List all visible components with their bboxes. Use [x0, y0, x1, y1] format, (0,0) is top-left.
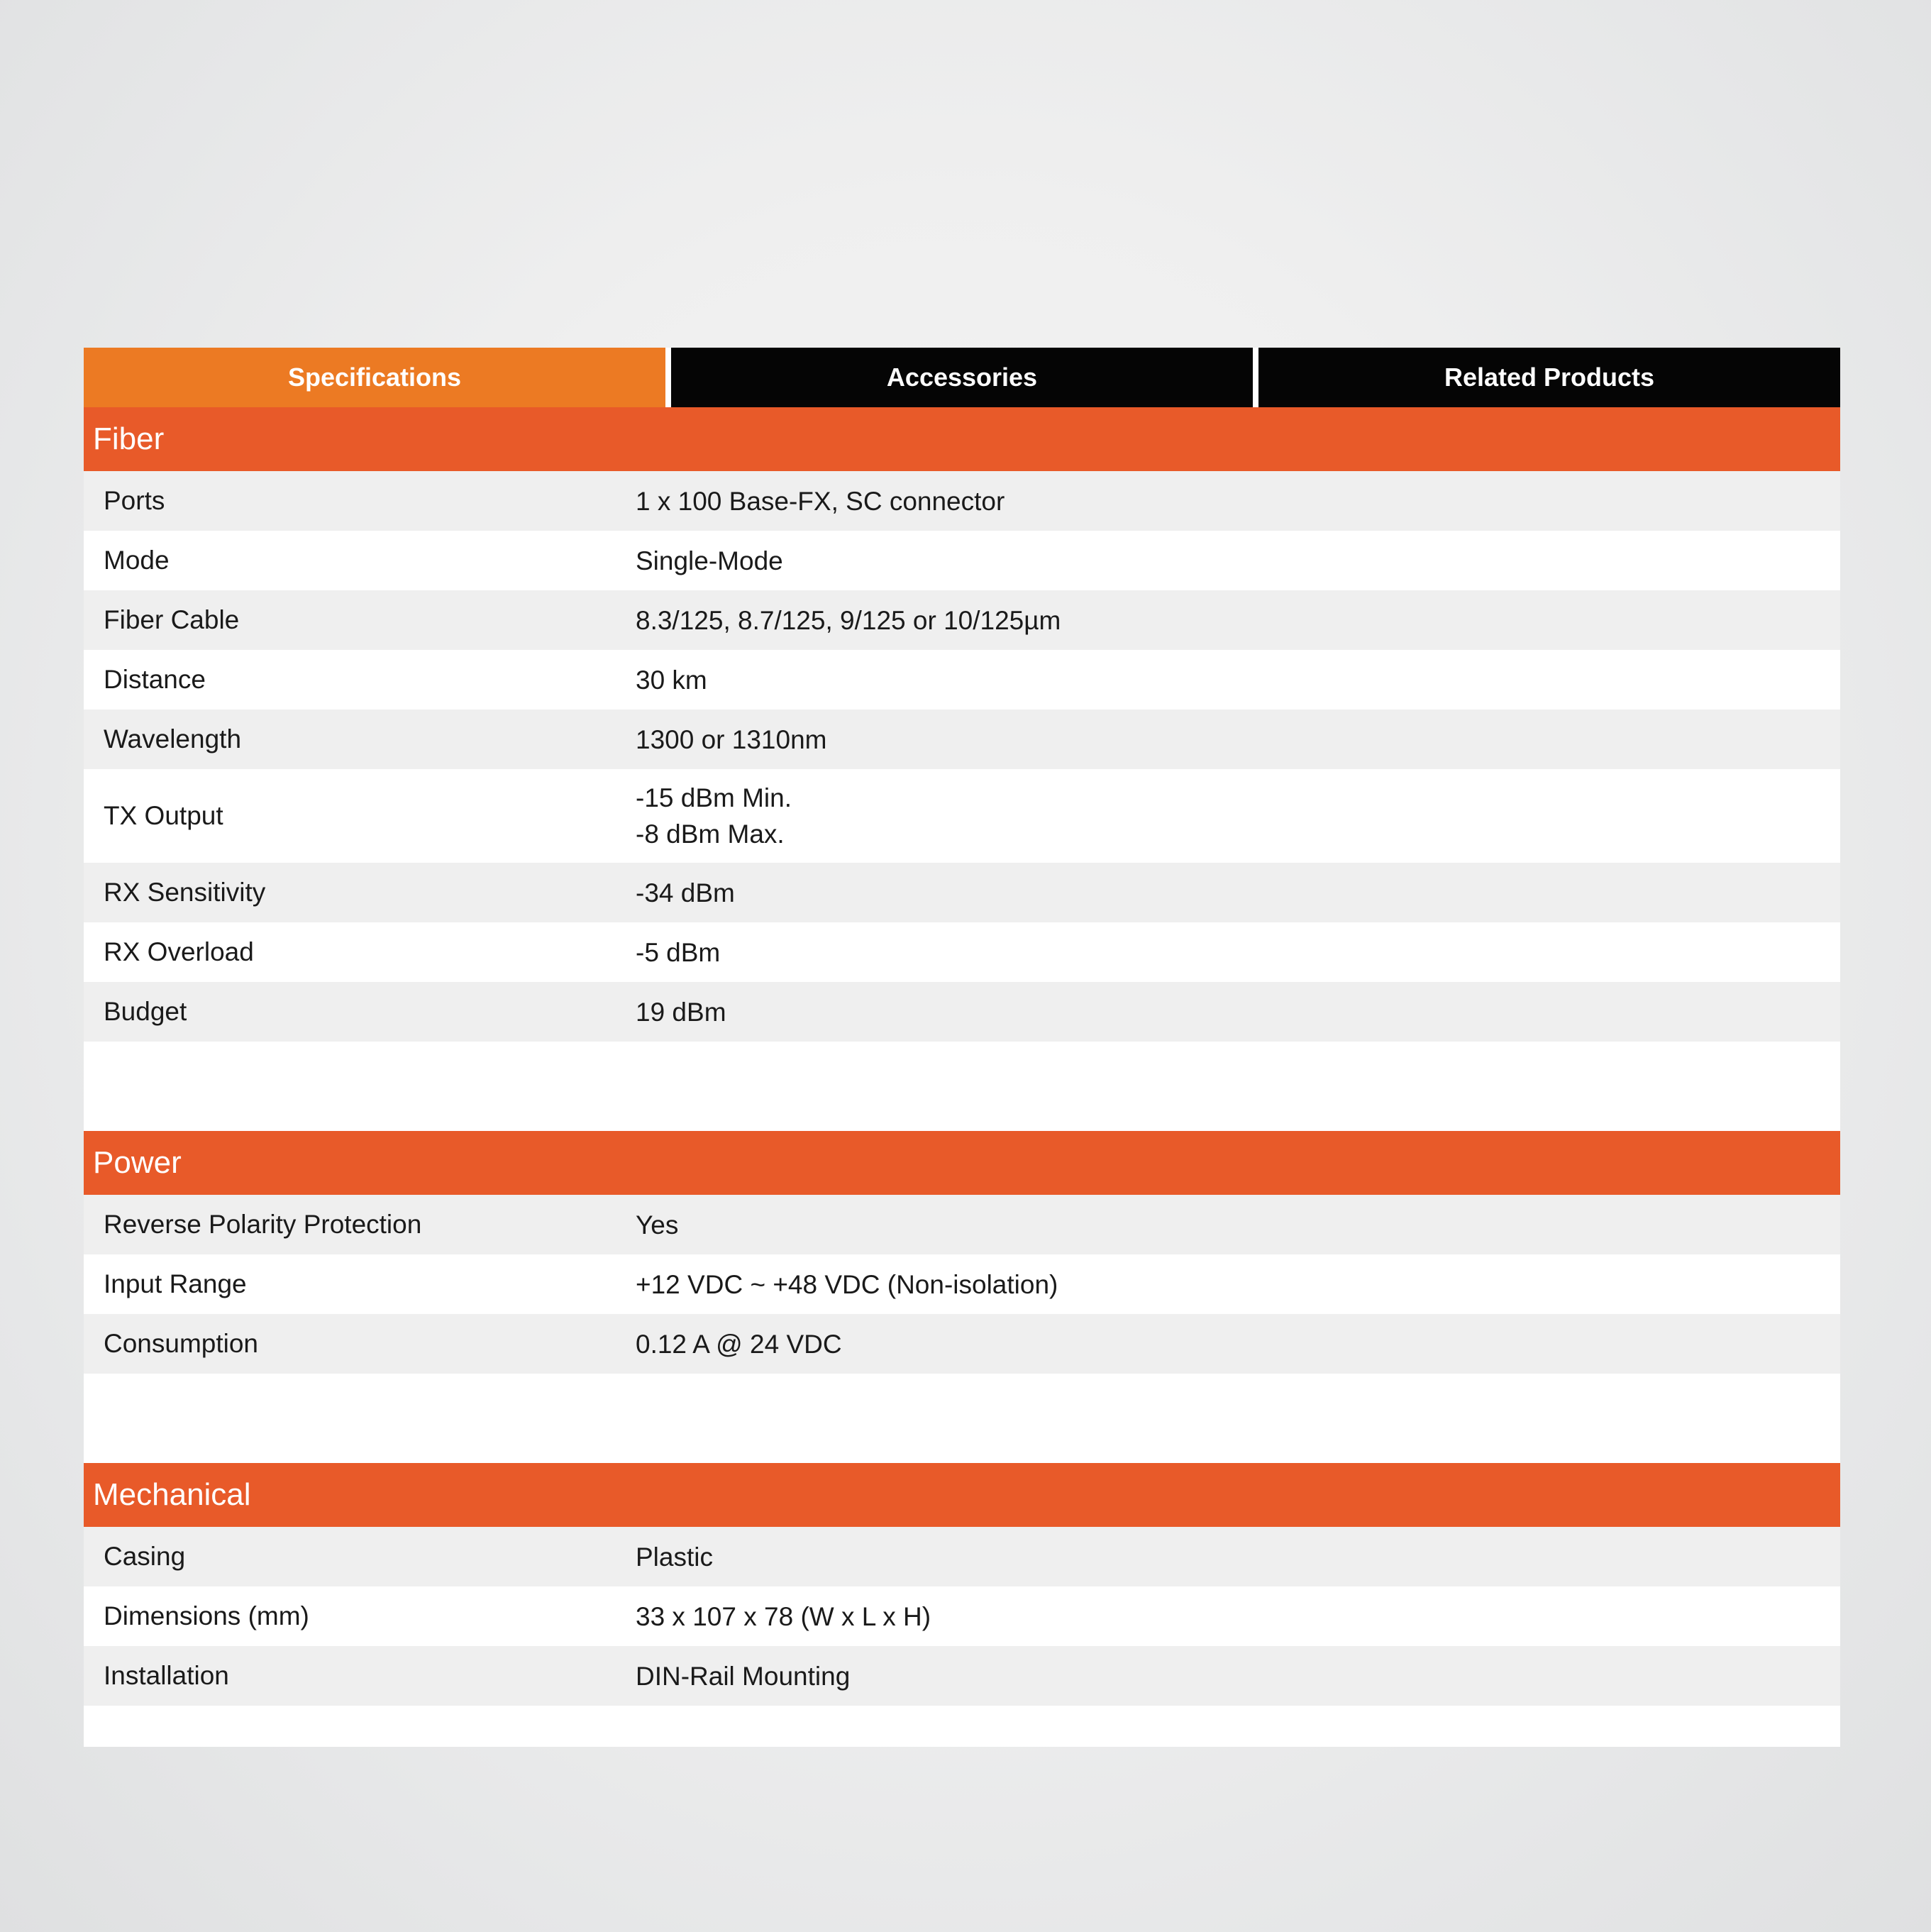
spec-value: -34 dBm: [636, 878, 735, 907]
spec-row: [84, 1527, 1840, 1586]
spec-row: [84, 769, 1840, 863]
spec-row: [84, 982, 1840, 1042]
spec-label: Mode: [104, 546, 170, 575]
spec-label: Dimensions (mm): [104, 1601, 309, 1630]
spec-value: -5 dBm: [636, 937, 721, 967]
section-spacer: [84, 1042, 1840, 1131]
section-header-mechanical: Mechanical: [84, 1463, 1840, 1527]
spec-row: [84, 922, 1840, 982]
spec-panel: [84, 348, 1840, 1691]
section-header-power: Power: [84, 1131, 1840, 1195]
spec-label: Casing: [104, 1542, 186, 1571]
spec-row: [84, 1586, 1840, 1646]
spec-label: Budget: [104, 997, 187, 1026]
spec-row: [84, 1195, 1840, 1254]
spec-label: Consumption: [104, 1329, 259, 1358]
spec-value: Yes: [636, 1210, 679, 1240]
spec-row: [84, 1646, 1840, 1706]
section-body-mechanical: [84, 1527, 1840, 1706]
section-body-fiber: [84, 471, 1840, 1042]
spec-row: [84, 531, 1840, 590]
spec-label: Input Range: [104, 1269, 247, 1298]
spec-value: 19 dBm: [636, 997, 726, 1027]
spec-label: Ports: [104, 486, 165, 515]
spec-label: Reverse Polarity Protection: [104, 1210, 422, 1239]
spec-row: [84, 650, 1840, 710]
spec-value: 30 km: [636, 665, 707, 695]
section-spacer: [84, 1706, 1840, 1747]
spec-row: [84, 471, 1840, 531]
tab-bar: [84, 348, 1840, 407]
spec-value-line: -8 dBm Max.: [636, 819, 785, 849]
spec-row: [84, 863, 1840, 922]
spec-value-line: -15 dBm Min.: [636, 783, 792, 812]
spec-value: 1 x 100 Base-FX, SC connector: [636, 486, 1005, 516]
section-header-fiber: Fiber: [84, 407, 1840, 471]
spec-value: [636, 780, 1840, 852]
spec-label: Distance: [104, 665, 206, 694]
spec-label: Fiber Cable: [104, 605, 240, 634]
spec-value: DIN-Rail Mounting: [636, 1661, 851, 1691]
spec-value: Plastic: [636, 1542, 713, 1572]
tab-specifications[interactable]: Specifications: [84, 348, 665, 407]
spec-value: +12 VDC ~ +48 VDC (Non-isolation): [636, 1269, 1058, 1299]
spec-value: 1300 or 1310nm: [636, 724, 827, 754]
spec-value: 8.3/125, 8.7/125, 9/125 or 10/125µm: [636, 605, 1061, 635]
spec-row: [84, 1254, 1840, 1314]
section-spacer: [84, 1374, 1840, 1463]
tab-accessories[interactable]: Accessories: [671, 348, 1253, 407]
tab-related-products[interactable]: Related Products: [1258, 348, 1840, 407]
spec-value: 0.12 A @ 24 VDC: [636, 1329, 842, 1359]
spec-label: RX Overload: [104, 937, 254, 966]
spec-label: TX Output: [104, 801, 223, 830]
spec-row: [84, 1314, 1840, 1374]
section-body-power: [84, 1195, 1840, 1374]
spec-value: Single-Mode: [636, 546, 783, 575]
spec-row: [84, 710, 1840, 769]
spec-row: [84, 590, 1840, 650]
spec-label: Wavelength: [104, 724, 242, 754]
spec-label: RX Sensitivity: [104, 878, 266, 907]
spec-value: 33 x 107 x 78 (W x L x H): [636, 1601, 931, 1631]
spec-label: Installation: [104, 1661, 229, 1690]
